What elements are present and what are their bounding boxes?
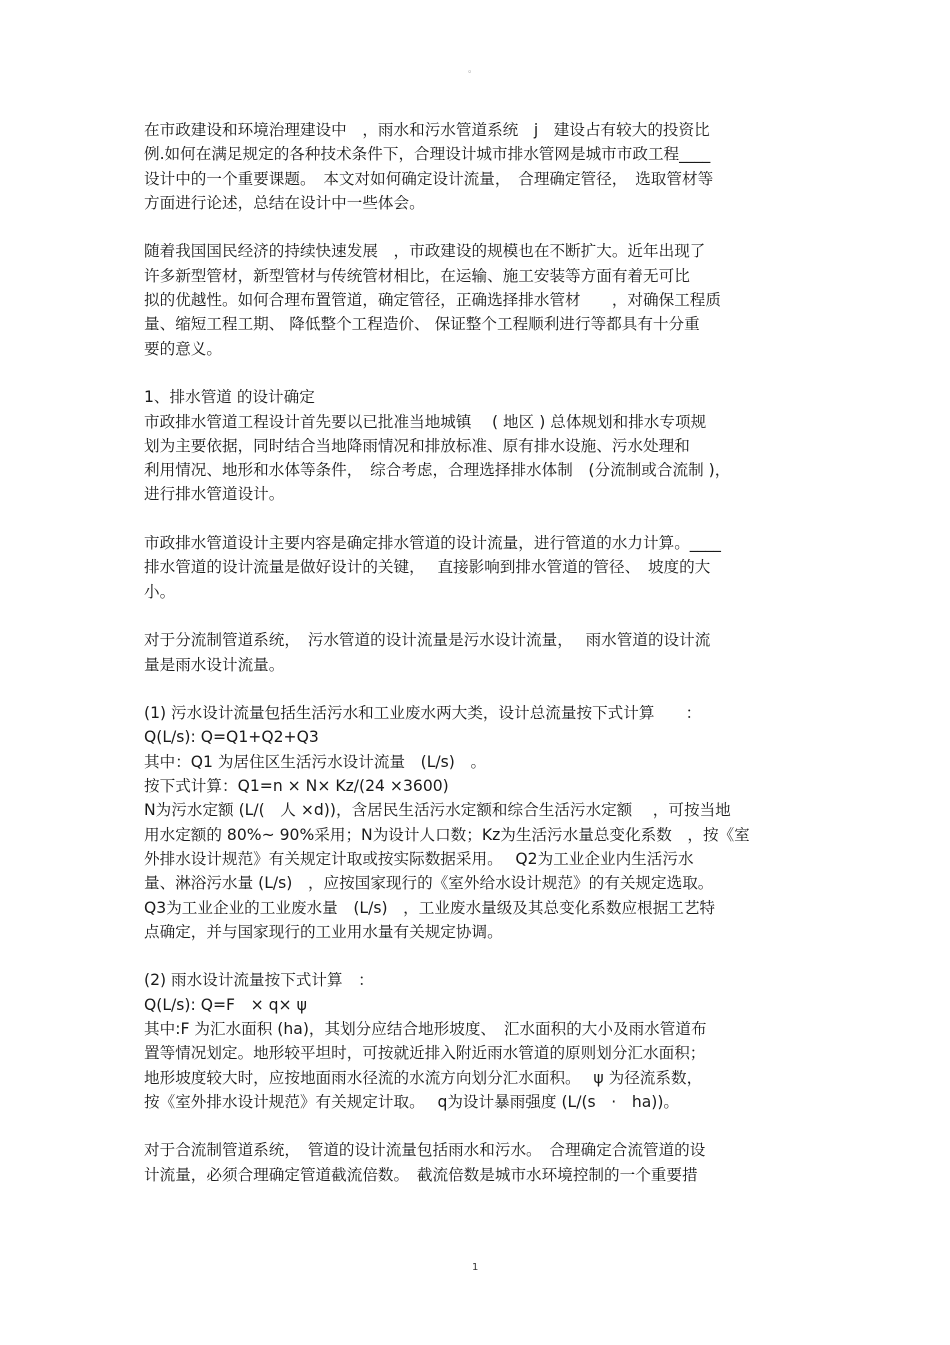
paragraph-background <box>144 239 814 360</box>
paragraph-design-content <box>144 531 814 604</box>
text-line: 量是雨水设计流量。 <box>144 655 285 674</box>
page-number: 1 <box>472 1262 479 1273</box>
text-line: 划为主要依据，同时结合当地降雨情况和排放标准、原有排水设施、污水处理和 <box>144 436 690 455</box>
section-heading: 1、排水管道 的设计确定 <box>144 388 315 407</box>
text-line: 市政排水管道工程设计首先要以已批准当地城镇 ( 地区 ) 总体规划和排水专项规 <box>144 412 707 431</box>
text-line: 进行排水管道设计。 <box>144 485 285 504</box>
text-line: 设计中的一个重要课题。 本文对如何确定设计流量， 合理确定管径， 选取管材等 <box>144 169 714 188</box>
text-line: 随着我国国民经济的持续快速发展 ，市政建设的规模也在不断扩大。近年出现了 <box>144 242 706 261</box>
header-mark: 。 <box>468 65 478 75</box>
text-line: 要的意义。 <box>144 339 222 358</box>
text-line: 对于合流制管道系统， 管道的设计流量包括雨水和污水。 合理确定合流管道的设 <box>144 1141 706 1160</box>
text-line: 地形坡度较大时，应按地面雨水径流的水流方向划分汇水面积。 ψ 为径流系数， <box>144 1068 703 1087</box>
text-line: 小。 <box>144 582 176 601</box>
text-line: Q3为工业企业的工业废水量 (L/s) ，工业废水量级及其总变化系数应根据工艺特 <box>144 898 716 917</box>
text-line: 量、淋浴污水量 (L/s) ，应按国家现行的《室外给水设计规范》的有关规定选取。 <box>144 874 714 893</box>
text-line: 许多新型管材，新型管材与传统管材相比，在运输、施工安装等方面有着无可比 <box>144 266 690 285</box>
text-line: 计流量，必须合理确定管道截流倍数。 截流倍数是城市水环境控制的一个重要措 <box>144 1165 698 1184</box>
paragraph-sewage-flow <box>144 701 814 944</box>
text-line: 按《室外排水设计规范》有关规定计取。 q为设计暴雨强度 (L/(s · ha))。 <box>144 1092 680 1111</box>
paragraph-combined-system <box>144 1138 814 1187</box>
text-line: 用水定额的 80%~ 90%采用；N为设计人口数；Kz为生活污水量总变化系数 ，按《室 <box>144 825 750 844</box>
paragraph-intro <box>144 118 814 215</box>
text-line: N为污水定额 (L/( 人 ×d))，含居民生活污水定额和综合生活污水定额 ，可按当地 <box>144 801 731 820</box>
text-line: (2) 雨水设计流量按下式计算 ： <box>144 971 374 990</box>
paragraph-rain-flow <box>144 968 814 1114</box>
formula-line: 按下式计算：Q1=n × N× Kz/(24 ×3600) <box>144 777 449 796</box>
text-line: 外排水设计规范》有关规定计取或按实际数据采用。 Q2为工业企业内生活污水 <box>144 849 694 868</box>
section-1-pipe-design <box>144 385 814 506</box>
text-line: 方面进行论述，总结在设计中一些体会。 <box>144 193 425 212</box>
text-line: 利用情况、地形和水体等条件， 综合考虑，合理选择排水体制 (分流制或合流制 )， <box>144 461 731 480</box>
text-line: 量、缩短工程工期、 降低整个工程造价、 保证整个工程顺利进行等都具有十分重 <box>144 315 700 334</box>
text-line: 在市政建设和环境治理建设中 ，雨水和污水管道系统 j 建设占有较大的投资比 <box>144 121 710 139</box>
text-line: 对于分流制管道系统， 污水管道的设计流量是污水设计流量， 雨水管道的设计流 <box>144 631 711 650</box>
document-body <box>144 118 814 1187</box>
text-line: 拟的优越性。如何合理布置管道，确定管径，正确选择排水管材 ，对确保工程质 <box>144 291 721 310</box>
formula-line: Q(L/s): Q=F × q× ψ <box>144 995 307 1014</box>
text-line: 其中:F 为汇水面积 (ha)，其划分应结合地形坡度、 汇水面积的大小及雨水管道布 <box>144 1019 707 1038</box>
text-line: (1) 污水设计流量包括生活污水和工业废水两大类，设计总流量按下式计算 ： <box>144 704 702 723</box>
paragraph-separate-system <box>144 628 814 677</box>
text-line: 其中：Q1 为居住区生活污水设计流量 (L/s) 。 <box>144 752 487 771</box>
text-line: 点确定，并与国家现行的工业用水量有关规定协调。 <box>144 922 503 941</box>
text-line: 置等情况划定。地形较平坦时，可按就近排入附近雨水管道的原则划分汇水面积； <box>144 1044 706 1063</box>
text-line: 排水管道的设计流量是做好设计的关键， 直接影响到排水管道的管径、 坡度的大 <box>144 558 711 577</box>
formula-line: Q(L/s): Q=Q1+Q2+Q3 <box>144 728 319 747</box>
text-line: 市政排水管道设计主要内容是确定排水管道的设计流量，进行管道的水力计算。____ <box>144 534 721 553</box>
text-line: 例.如何在满足规定的各种技术条件下，合理设计城市排水管网是城市市政工程____ <box>144 145 711 164</box>
